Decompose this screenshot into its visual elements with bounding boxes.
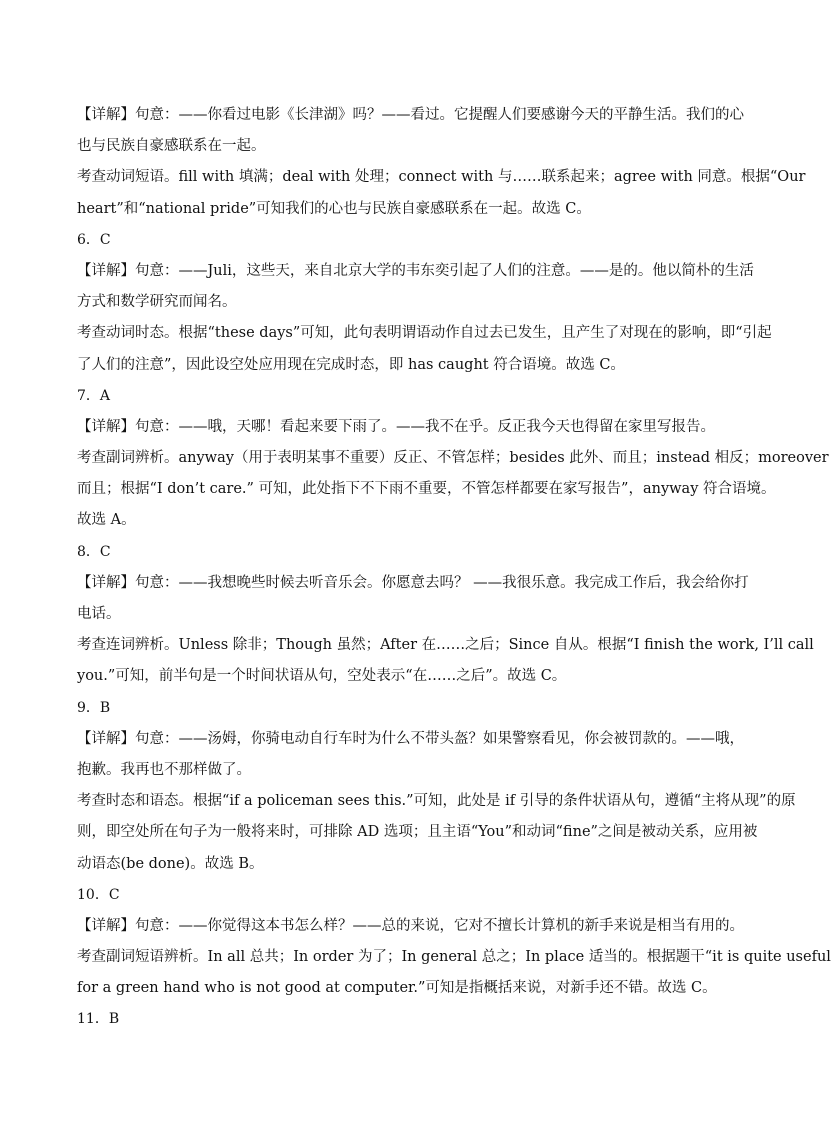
text-line: 而且；根据“I don’t care.” 可知，此处指下不下雨不重要，不管怎样都要在家写报告”，anyway 符合语境。 (77, 481, 776, 498)
text-line: 考查副词短语辨析。In all 总共；In order 为了；In general 总之；In place 适当的。根据题干“it is quite useful (77, 949, 831, 966)
text-line: 考查副词辨析。anyway（用于表明某事不重要）反正、不管怎样；besides 此外、而且；instead 相反；moreover (77, 450, 829, 467)
text-line: 【详解】句意：——我想晚些时候去听音乐会。你愿意去吗？ ——我很乐意。我完成工作后，我会给你打 (77, 574, 749, 591)
text-line: 电话。 (77, 606, 121, 622)
text-line: 则，即空处所在句子为一般将来时，可排除 AD 选项；且主语“You”和动词“fine”之间是被动关系，应用被 (77, 824, 758, 841)
text-line: 了人们的注意”，因此设空处应用现在完成时态，即 has caught 符合语境。故选 C。 (77, 356, 625, 373)
question-number: 7．A (77, 387, 111, 404)
question-number: 6．C (77, 231, 111, 248)
text-line: 【详解】句意：——Juli，这些天，来自北京大学的韦东奕引起了人们的注意。——是的。他以简朴的生活 (77, 262, 754, 279)
question-number: 10．C (77, 886, 120, 903)
text-line: 考查时态和语态。根据“if a policeman sees this.”可知，此处是 if 引导的条件状语从句，遵循“主将从现”的原 (77, 793, 796, 810)
answer-explanations (77, 100, 831, 1036)
text-line: 抱歉。我再也不那样做了。 (77, 761, 251, 778)
text-line: 【详解】句意：——哦，天哪！看起来要下雨了。——我不在乎。反正我今天也得留在家里写报告。 (77, 418, 715, 435)
text-line: 考查动词短语。fill with 填满；deal with 处理；connect with 与……联系起来；agree with 同意。根据“Our (77, 169, 806, 186)
question-number: 9．B (77, 699, 111, 716)
text-line: 考查动词时态。根据“these days”可知，此句表明谓语动作自过去已发生，且产生了对现在的影响，即“引起 (77, 325, 772, 342)
text-line: 【详解】句意：——汤姆，你骑电动自行车时为什么不带头盔？如果警察看见，你会被罚款的。——哦， (77, 730, 744, 747)
text-line: 方式和数学研究而闻名。 (77, 294, 237, 311)
text-line: 也与民族自豪感联系在一起。 (77, 138, 266, 155)
question-number: 8．C (77, 543, 111, 560)
question-number: 11．B (77, 1011, 120, 1028)
text-line: 【详解】句意：——你看过电影《长津湖》吗？——看过。它提醒人们要感谢今天的平静生活。我们的心 (77, 107, 744, 123)
text-line: 动语态(be done)。故选 B。 (77, 855, 264, 872)
text-line: 【详解】句意：——你觉得这本书怎么样？——总的来说，它对不擅长计算机的新手来说是相当有用的。 (77, 917, 744, 934)
text-line: you.”可知，前半句是一个时间状语从句，空处表示“在……之后”。故选 C。 (77, 668, 567, 685)
text-line: for a green hand who is not good at computer.”可知是指概括来说，对新手还不错。故选 C。 (77, 980, 717, 997)
text-line: heart”和“national pride”可知我们的心也与民族自豪感联系在一起。故选 C。 (77, 200, 591, 217)
text-line: 考查连词辨析。Unless 除非；Though 虽然；After 在……之后；Since 自从。根据“I finish the work, I’ll call (77, 637, 814, 654)
text-line: 故选 A。 (77, 512, 136, 529)
